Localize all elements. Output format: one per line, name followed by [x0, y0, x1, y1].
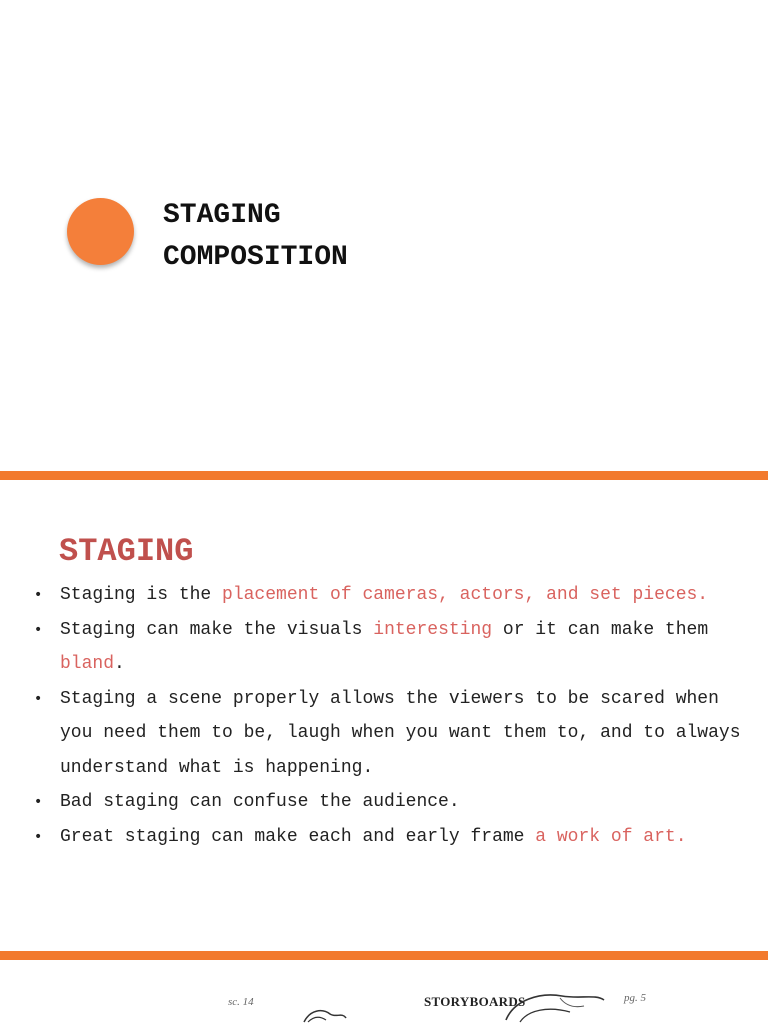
bullet-item — [34, 613, 744, 682]
bullet-text: or it can make them — [492, 619, 709, 640]
slide-heading: STAGING — [59, 533, 194, 570]
bullet-list — [34, 578, 744, 854]
slide-divider — [0, 951, 768, 960]
bullet-item — [34, 682, 744, 786]
handwritten-page-note: pg. 5 — [624, 992, 646, 1004]
bullet-text: Staging can make the visuals — [60, 619, 374, 640]
title-slide — [0, 0, 768, 471]
staging-slide — [0, 480, 768, 951]
slide-title — [163, 195, 348, 279]
bullet-text: Staging a scene properly allows the viewers to be scared when you need them to be, laugh when you want them to, and to always understand what is happening. — [60, 688, 741, 778]
highlighted-text: a work of art. — [535, 826, 687, 847]
highlighted-text: bland — [60, 654, 115, 674]
bullet-dot-icon: • — [34, 621, 43, 638]
title-line-composition: COMPOSITION — [163, 242, 348, 273]
bullet-text: . — [114, 654, 125, 674]
storyboards-slide-preview — [0, 960, 768, 1024]
bullet-text: Great staging can make each and early frame — [60, 826, 536, 847]
orange-circle-decoration — [67, 198, 134, 265]
storyboards-label: STORYBOARDS — [424, 994, 526, 1009]
bullet-dot-icon: • — [34, 690, 43, 707]
bullet-item — [34, 820, 744, 855]
bullet-dot-icon: • — [34, 828, 43, 845]
title-line-staging: STAGING — [163, 200, 281, 231]
bullet-item — [34, 785, 744, 820]
bullet-dot-icon: • — [34, 794, 43, 810]
sketch-drawing-icon — [300, 1004, 350, 1024]
highlighted-text: interesting — [373, 619, 493, 640]
highlighted-text: placement of cameras, actors, and set pieces. — [222, 585, 709, 605]
bullet-text: Staging is the — [60, 585, 223, 605]
slide-divider — [0, 471, 768, 480]
bullet-text: Bad staging can confuse the audience. — [60, 792, 460, 812]
sketch-character-icon — [500, 990, 610, 1024]
handwritten-scene-note: sc. 14 — [228, 996, 254, 1008]
bullet-dot-icon: • — [34, 587, 43, 603]
bullet-item — [34, 578, 744, 613]
